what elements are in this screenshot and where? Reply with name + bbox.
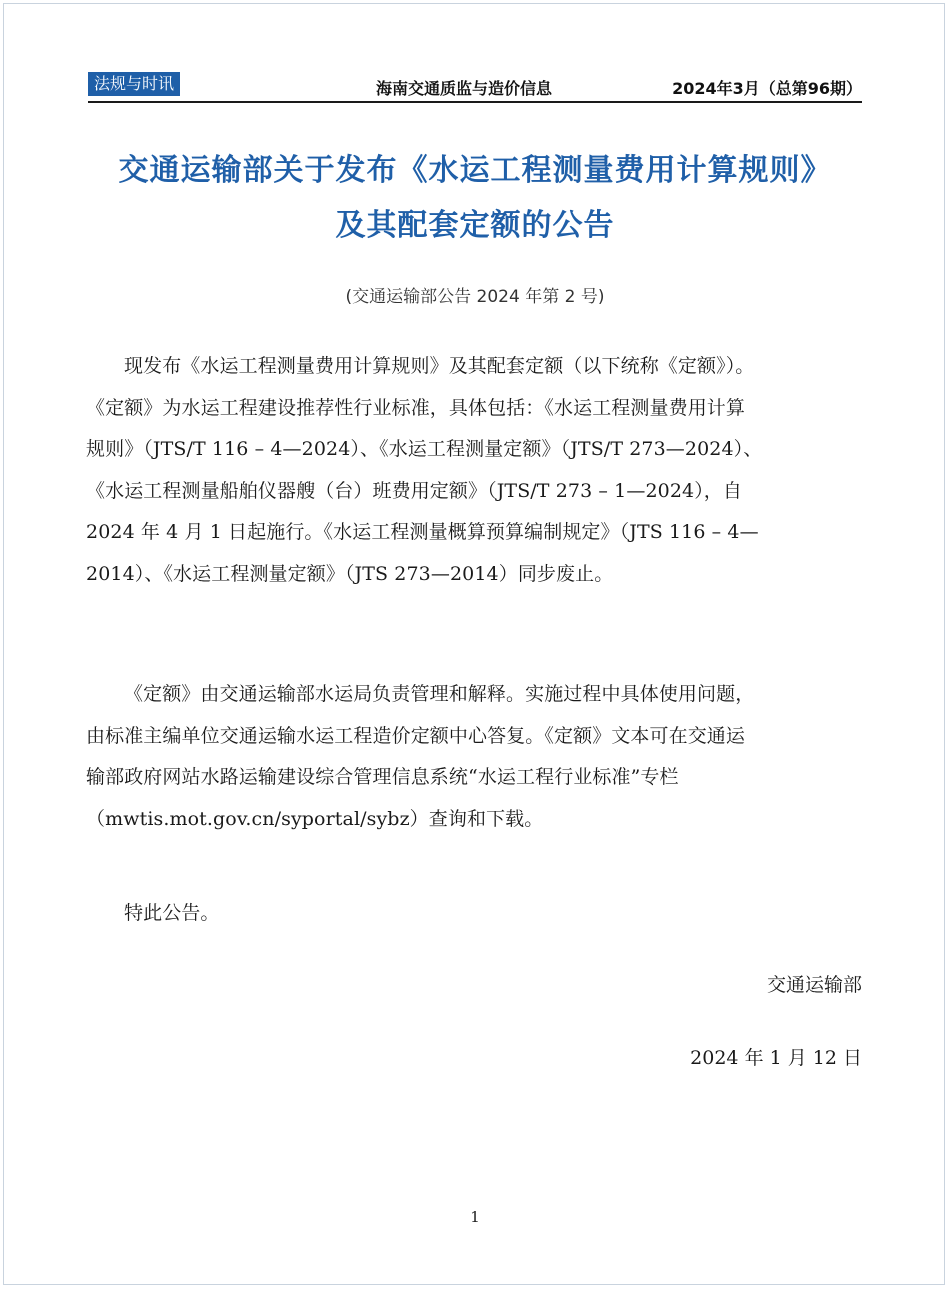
paragraph-announcement [86, 346, 864, 596]
paragraph-line: 《定额》为水运工程建设推荐性行业标准，具体包括：《水运工程测量费用计算 [86, 396, 746, 419]
journal-name: 海南交通质监与造价信息 [376, 79, 553, 98]
document-title-line-1: 交通运输部关于发布《水运工程测量费用计算规则》 [118, 153, 832, 188]
signature-date: 2024 年 1 月 12 日 [690, 1047, 862, 1069]
paragraph-line: 2024 年 4 月 1 日起施行。《水运工程测量概算预算编制规定》（JTS 116 – 4— [86, 521, 759, 544]
issue-info: 2024年3月（总第96期） [672, 79, 862, 98]
paragraph-line: 特此公告。 [124, 902, 220, 924]
section-tag: 法规与时讯 [88, 72, 180, 96]
paragraph-line: 规则》（JTS/T 116 – 4—2024）、《水运工程测量定额》（JTS/T 273—2024）、 [86, 438, 763, 461]
document-title-line-2: 及其配套定额的公告 [335, 208, 615, 243]
signature-organization: 交通运输部 [766, 974, 862, 996]
page-header [88, 72, 862, 102]
paragraph-line: 由标准主编单位交通运输水运工程造价定额中心答复。《定额》文本可在交通运 [86, 724, 746, 747]
paragraph-line: 《水运工程测量船舶仪器艘（台）班费用定额》（JTS/T 273 – 1—2024），自 [86, 479, 743, 502]
paragraph-line: （mwtis.mot.gov.cn/syportal/sybz）查询和下载。 [86, 807, 544, 830]
header-rule [88, 101, 862, 103]
page-number: 1 [470, 1208, 480, 1226]
paragraph-line: 现发布《水运工程测量费用计算规则》及其配套定额（以下统称《定额》）。 [124, 355, 755, 377]
document-number: (交通运输部公告 2024 年第 2 号) [345, 287, 605, 307]
paragraph-line: 输部政府网站水路运输建设综合管理信息系统“水运工程行业标准”专栏 [86, 766, 679, 789]
paragraph-line: 2014）、《水运工程测量定额》（JTS 273—2014）同步废止。 [86, 562, 614, 585]
paragraph-closing [86, 893, 864, 935]
page-frame [3, 3, 945, 1285]
paragraph-management [86, 674, 864, 840]
paragraph-line: 《定额》由交通运输部水运局负责管理和解释。实施过程中具体使用问题， [124, 683, 755, 705]
